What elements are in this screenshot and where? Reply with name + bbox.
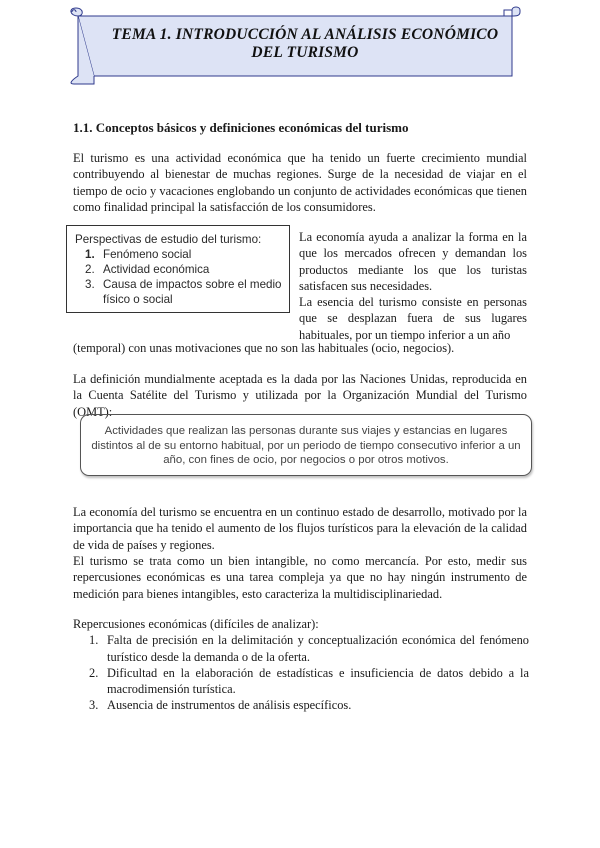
intro-paragraph: El turismo es una actividad económica que ha tenido un fuerte crecimiento mundial contribuyendo al bienestar de muchas regiones. Surge de la necesidad de viajar en el tiempo de ocio y vacaciones englobando un conjunto de actividades económicas que tienen como finalidad principal la satisfacción de los consumidores. — [73, 151, 527, 214]
repercussions-title: Repercusiones económicas (difíciles de analizar): — [73, 617, 319, 631]
side-text — [299, 229, 527, 343]
perspective-label: Fenómeno social — [103, 248, 192, 261]
repercussion-number: 2. — [89, 665, 99, 680]
definition-quote-box — [80, 414, 532, 476]
perspective-number: 2. — [85, 263, 95, 276]
repercussion-label: Ausencia de instrumentos de análisis específicos. — [107, 698, 352, 713]
perspective-item — [75, 262, 283, 277]
intangible-paragraph: El turismo se trata como un bien intangible, no como mercancía. Por esto, medir sus repercusiones económicas es una tarea compleja ya que no hay ningún instrumento de medición para bienes intangibles, esto caracteriza la multidisciplinariedad. — [73, 554, 527, 601]
repercussion-number: 3. — [89, 698, 99, 713]
economy-paragraph: La economía ayuda a analizar la forma en la que los mercados ofrecen y demandan los productos mediante los que los turistas satisfacen sus necesidades. — [299, 230, 527, 293]
document-title: TEMA 1. INTRODUCCIÓN AL ANÁLISIS ECONÓMICO DEL TURISMO — [111, 26, 499, 61]
repercussion-item — [73, 665, 529, 698]
perspective-item — [75, 277, 283, 307]
repercussion-number: 1. — [89, 633, 99, 648]
repercussion-label: Falta de precisión en la delimitación y conceptualización económica del fenómeno turístico desde la demanda o de la oferta. — [107, 633, 529, 664]
definition-intro: La definición mundialmente aceptada es la dada por las Naciones Unidas, reproducida en la Cuenta Satélite del Turismo y utilizada por la Organización Mundial del Turismo (OMT): — [73, 372, 527, 419]
perspectives-box — [66, 225, 290, 313]
repercussion-item — [73, 697, 529, 713]
development-paragraph: La economía del turismo se encuentra en un continuo estado de desarrollo, motivado por la importancia que ha tenido el aumento de los flujos turísticos para la elevación de la calidad de vida de países y regiones. — [73, 505, 527, 552]
perspectives-title: Perspectivas de estudio del turismo: — [75, 233, 262, 246]
title-banner — [64, 6, 526, 86]
section-heading: 1.1. Conceptos básicos y definiciones económicas del turismo — [73, 120, 409, 135]
essence-continuation: (temporal) con unas motivaciones que no son las habituales (ocio, negocios). — [73, 341, 455, 355]
perspective-number: 1. — [85, 248, 95, 261]
repercussion-item — [73, 632, 529, 665]
perspective-label: Causa de impactos sobre el medio físico o social — [103, 278, 282, 306]
perspective-label: Actividad económica — [103, 263, 210, 276]
perspectives-list — [75, 247, 283, 307]
repercussions-section — [73, 616, 529, 714]
repercussions-list — [73, 632, 529, 713]
definition-quote: Actividades que realizan las personas durante sus viajes y estancias en lugares distintos al de su entorno habitual, por un periodo de tiempo consecutivo inferior a un año, con fines de ocio, por negocios o por otros motivos. — [91, 425, 521, 466]
essence-paragraph: La esencia del turismo consiste en personas que se desplazan fuera de sus lugares habituales, por un tiempo inferior a un año — [299, 295, 527, 342]
perspective-number: 3. — [85, 278, 95, 291]
repercussion-label: Dificultad en la elaboración de estadísticas e insuficiencia de datos debido a la macrodimensión turística. — [107, 665, 529, 697]
perspective-item — [75, 247, 283, 262]
